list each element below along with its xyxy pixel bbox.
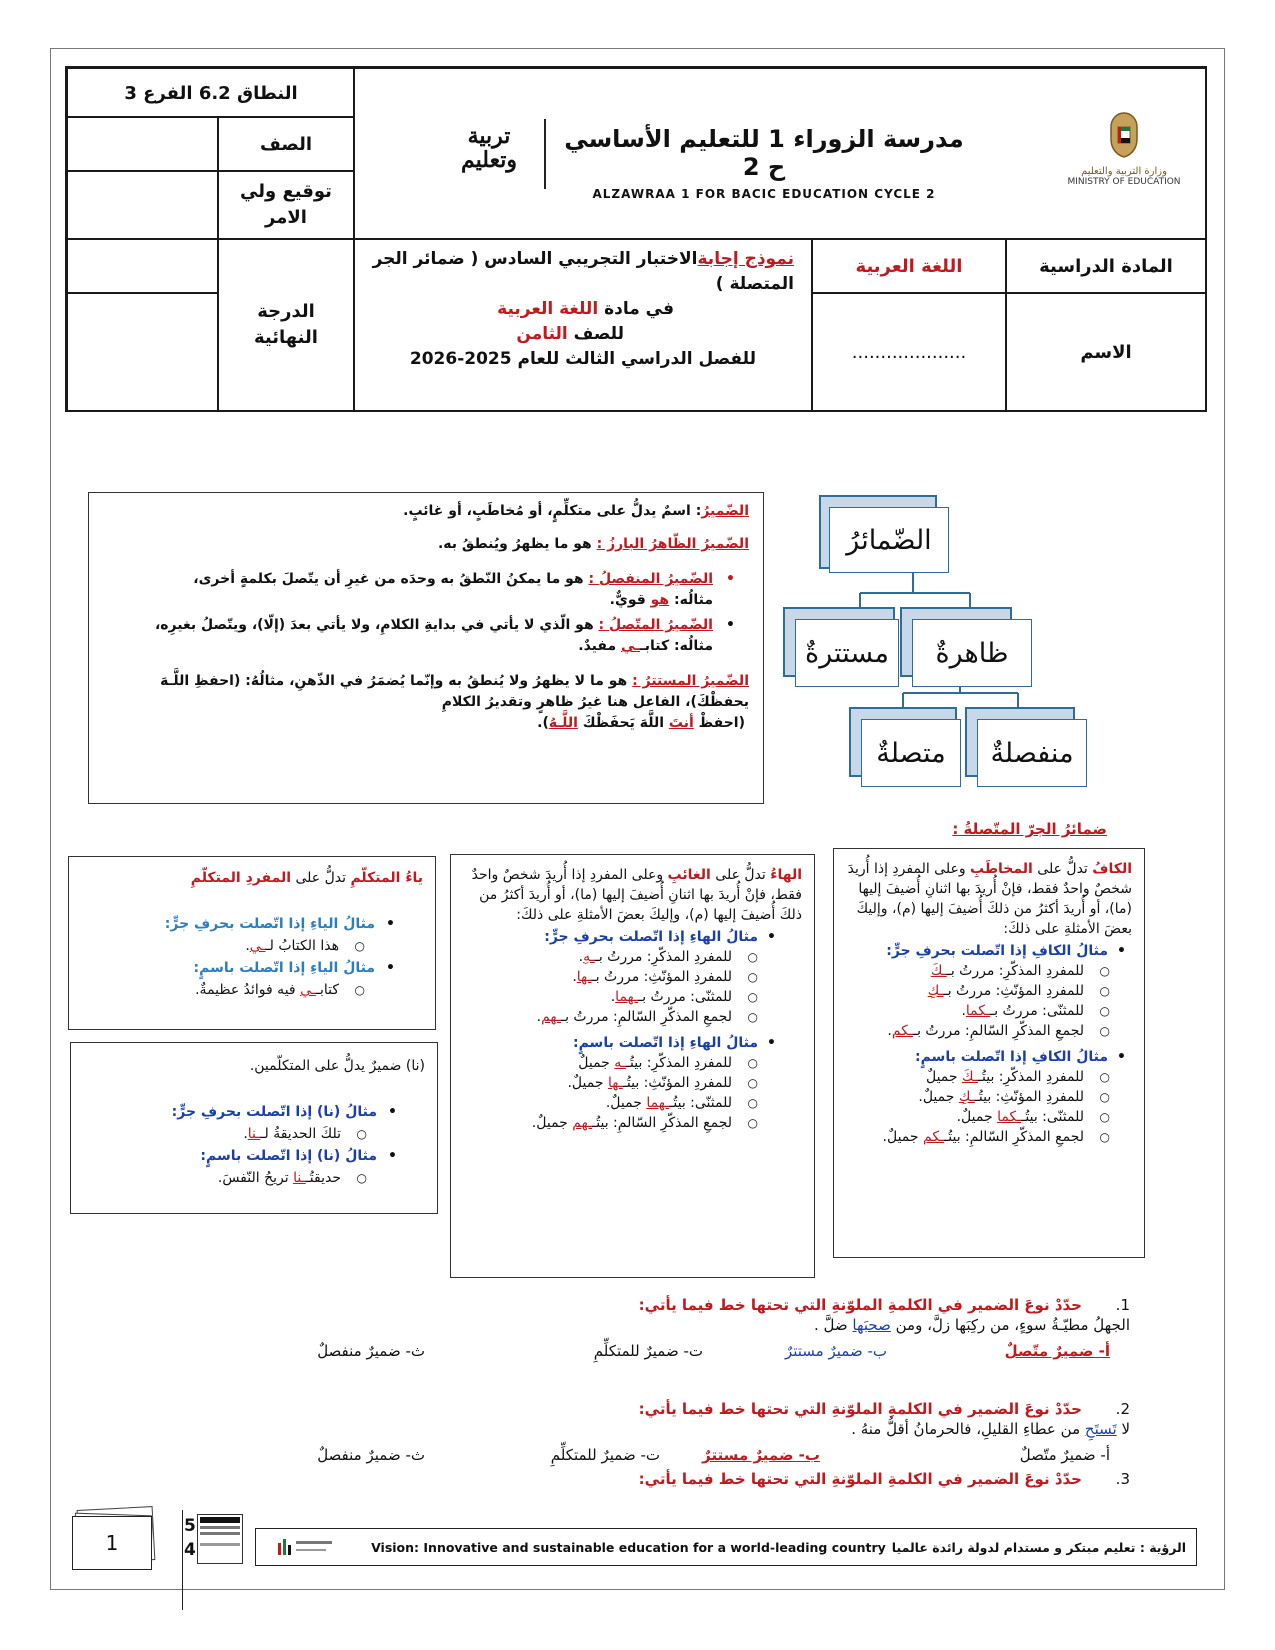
grade-line-value: الثامن bbox=[516, 324, 568, 344]
def-hidden-term: الضّميرُ المستترُ : bbox=[632, 673, 749, 689]
diagram-node-hidden-label: مستترةٌ bbox=[795, 619, 899, 687]
kaf-harf-item-label: للمفردِ المؤنّثِ: مررتُ بـ bbox=[943, 983, 1084, 999]
question-1-options bbox=[0, 1342, 1275, 1366]
vision-ar: الرؤية : تعليم مبتكر و مستدام لدولة رائدة عالميا bbox=[891, 1539, 1186, 1555]
kaf-ism-item-word: ـكَ bbox=[962, 1069, 978, 1085]
na-harf-heading-text: مثالُ (نا) إذا اتّصلت بحرفِ جرٍّ: bbox=[171, 1104, 377, 1120]
ha-intro-term: الهاءُ bbox=[770, 867, 802, 883]
ha-ism-item-rest: جميلٌ bbox=[578, 1055, 610, 1071]
page-number: 1 bbox=[72, 1516, 152, 1570]
banner-divider bbox=[544, 119, 546, 189]
na-ism-example-pre: حديقتُـ bbox=[305, 1170, 341, 1186]
kaf-intro-mid: تدلُّ على bbox=[1037, 861, 1088, 877]
subject-label: المادة الدراسية bbox=[1039, 255, 1173, 277]
ya-ism-example-word: ـي bbox=[300, 982, 316, 998]
question-1-option-d[interactable]: ث- ضميرٌ منفصلٌ bbox=[317, 1342, 425, 1360]
question-2-sentence-pre: لا bbox=[1121, 1420, 1130, 1438]
ha-ism-item: ○ للمفردِ المذكّرِ: بيتُــه جميلٌ bbox=[578, 1055, 758, 1071]
kaf-harf-item-word: ـكم bbox=[891, 1023, 913, 1039]
def-hidden-ex-end: ). bbox=[537, 715, 549, 731]
ha-harf-item-rest: . bbox=[610, 989, 616, 1005]
subject-line bbox=[372, 297, 794, 322]
class-label-cell bbox=[217, 116, 355, 172]
range-cell bbox=[67, 68, 355, 118]
question-1-sentence-pre: الجهلُ مطيّـةُ سوءٍ، من ركِبَها زلَّ، ومن bbox=[895, 1316, 1130, 1334]
def-hidden-ex-prefix: (احفظْ bbox=[698, 715, 745, 731]
ha-ism-item-word: ـهم bbox=[572, 1115, 593, 1131]
ya-ism-example: ○ كتابــي فيه فوائدُ عظيمةٌ. bbox=[195, 982, 365, 998]
diagram-node-visible bbox=[900, 607, 1012, 677]
def-pronoun-term: الضّميرُ bbox=[701, 503, 749, 519]
ha-intro-rest: وعلى المفردِ إذا أُريدَ شخصٌ واحدٌ فقط، فإنْ أُريدَ بها اثنانِ أُضيفَ إليها (ما)، أو أُريدَ أكثرُ من ذلكَ أُضيفَ إليها (م)، وإليكَ بعضَ الأمثلةِ على ذلكَ: bbox=[471, 867, 802, 923]
subject-line-value: اللغة العربية bbox=[497, 299, 599, 319]
na-ism-heading-text: مثالُ (نا) إذا اتّصلت باسمٍ: bbox=[200, 1148, 377, 1164]
def-hidden-ex-word: أنتَ bbox=[668, 715, 694, 731]
kaf-harf-item-label: للمثنّى: مررتُ بـ bbox=[990, 1003, 1084, 1019]
signature-value-cell bbox=[67, 170, 219, 240]
diagram-node-root-label: الضّمائرُ bbox=[829, 507, 949, 573]
ha-ism-item-label: لجمعِ المذكّرِ السّالمِ: بيتُـ bbox=[592, 1115, 732, 1131]
ministry-en: MINISTRY OF EDUCATION bbox=[1067, 177, 1181, 187]
ha-ism-item: ○ للمفردِ المؤنّثِ: بيتُــها جميلٌ. bbox=[567, 1075, 758, 1091]
ha-harf-item-rest: . bbox=[578, 949, 584, 965]
final-grade-label-cell bbox=[217, 238, 355, 412]
guardian-signature-label: توقيع ولي الامر bbox=[240, 181, 332, 228]
kaf-harf-item-rest: . bbox=[961, 1003, 966, 1019]
name-label: الاسم bbox=[1080, 341, 1132, 363]
def-visible-text: هو ما يظهرُ ويُنطقُ به. bbox=[437, 536, 592, 552]
kaf-ism-item-word: ـكِ bbox=[958, 1089, 975, 1105]
ha-harf-item-word: ـهم bbox=[541, 1009, 561, 1025]
ha-ism-item-rest: جميلٌ. bbox=[567, 1075, 604, 1091]
ha-ism-heading: • مثالُ الهاءِ إذا اتّصلت باسمٍ: bbox=[572, 1035, 776, 1051]
question-1-option-c[interactable]: ت- ضميرٌ للمتكلِّمِ bbox=[593, 1342, 703, 1360]
question-2-sentence bbox=[250, 1420, 1130, 1438]
footer-digit-top: 5 bbox=[184, 1516, 196, 1536]
school-banner bbox=[353, 68, 1207, 240]
na-ism-heading: • مثالُ (نا) إذا اتّصلت باسمٍ: bbox=[200, 1148, 397, 1164]
definitions-box bbox=[88, 492, 764, 804]
kaf-intro-term: الكافُ bbox=[1092, 861, 1132, 877]
ha-harf-item-rest: . bbox=[572, 969, 577, 985]
kaf-ism-item-label: لجمعِ المذكّرِ السّالمِ: بيتُـ bbox=[944, 1129, 1084, 1145]
question-2 bbox=[250, 1400, 1130, 1438]
vision-bar bbox=[255, 1528, 1197, 1566]
ha-ism-item: ○ لجمعِ المذكّرِ السّالمِ: بيتُــهم جميلٌ. bbox=[531, 1115, 758, 1131]
na-ism-example-word: ـنا bbox=[293, 1170, 306, 1186]
ha-intro-mid: تدلُّ على bbox=[715, 867, 766, 883]
kaf-ism-item-rest: جميلٌ. bbox=[882, 1129, 919, 1145]
question-1-option-a[interactable]: أ- ضميرٌ متّصلٌ bbox=[1004, 1342, 1110, 1360]
ya-harf-example-rest: . bbox=[245, 938, 250, 954]
kaf-harf-heading: • مثالُ الكافِ إذا اتّصلت بحرفِ جرٍّ: bbox=[886, 943, 1126, 959]
def-pronoun-text: : اسمٌ يدلُّ على متكلِّمٍ، أو مُخاطَبٍ، أو غائبٍ. bbox=[403, 503, 702, 519]
footer-vertical-line bbox=[182, 1510, 183, 1610]
question-1-sentence-post: ضلَّ . bbox=[814, 1316, 848, 1334]
ha-box bbox=[450, 854, 815, 1278]
ha-harf-item-word: ـهِ bbox=[583, 949, 595, 965]
question-2-prompt-text: حدّدْ نوعَ الضمير في الكلمةِ الملوّنةِ التي تحتها خط فيما يأتي: bbox=[638, 1400, 1082, 1418]
question-1-prompt bbox=[250, 1296, 1130, 1314]
ha-harf-heading-text: مثالُ الهاءِ إذا اتّصلت بحرفِ جرٍّ: bbox=[544, 929, 758, 945]
ha-harf-heading: • مثالُ الهاءِ إذا اتّصلت بحرفِ جرٍّ: bbox=[544, 929, 776, 945]
term-line: للفصل الدراسي الثالث للعام 2025-2026 bbox=[409, 349, 756, 369]
diagram-node-attached bbox=[849, 707, 957, 777]
def-attached-ex-rest: مفيدٌ. bbox=[578, 638, 617, 654]
na-ism-example: ○ حديقتُــنا تريحُ النّفسَ. bbox=[217, 1170, 367, 1186]
def-attached-text: هو الّذي لا يأتي في بدايةِ الكلامِ، ولا يأتي بعدَ (إلّا)، ويتّصلُ بغيرِه، bbox=[154, 617, 594, 633]
kaf-ism-heading: • مثالُ الكافِ إذا اتّصلت باسمٍ: bbox=[914, 1049, 1126, 1065]
ya-ism-example-rest: فيه فوائدُ عظيمةٌ. bbox=[195, 982, 296, 998]
def-attached: • الضّميرُ المتّصلُ : هو الّذي لا يأتي في بدايةِ الكلامِ، ولا يأتي بعدَ (إلّا)، ويتّصلُ بغيرِه، مثالُه: كتابــي مفيدٌ. bbox=[154, 617, 735, 654]
ya-ism-example-pre: كتابـ bbox=[315, 982, 339, 998]
diagram-node-hidden bbox=[783, 607, 895, 677]
footer-qr-block bbox=[197, 1514, 243, 1564]
ha-ism-list bbox=[463, 1053, 802, 1133]
kaf-ism-item-label: للمفردِ المذكّرِ: بيتُـ bbox=[977, 1069, 1084, 1085]
ya-ism-heading-text: مثالُ الياءِ إذا اتّصلت باسمٍ: bbox=[193, 960, 375, 976]
ha-ism-item-rest: جميلٌ. bbox=[605, 1095, 642, 1111]
question-1-number: 1. bbox=[1115, 1296, 1130, 1314]
question-2-sentence-post: من عطاءِ القليلِ، فالحرمانُ أقلُّ منهُ . bbox=[851, 1420, 1081, 1438]
ministry-ar: وزارة التربية والتعليم bbox=[1081, 166, 1167, 177]
ministry-logo bbox=[1054, 109, 1194, 187]
na-ism-example-rest: تريحُ النّفسَ. bbox=[217, 1170, 289, 1186]
kaf-ism-item: ○ لجمعِ المذكّرِ السّالمِ: بيتُــكم جميلٌ. bbox=[882, 1129, 1110, 1145]
ya-harf-example: ○ هذا الكتابُ لــي. bbox=[245, 938, 365, 954]
ha-harf-item: ○ لجمعِ المذكّرِ السّالمِ: مررتُ بــهم. bbox=[536, 1009, 758, 1025]
ha-harf-item: ○ للمفردِ المؤنّثِ: مررتُ بــها. bbox=[572, 969, 758, 985]
def-attached-ex-word: ـي bbox=[621, 638, 640, 654]
ha-ism-item: ○ للمثنّى: بيتُــهما جميلٌ. bbox=[605, 1095, 758, 1111]
kaf-harf-item: ○ لجمعِ المذكّرِ السّالمِ: مررتُ بــكم. bbox=[887, 1023, 1110, 1039]
def-detached-ex-word: هو bbox=[650, 592, 670, 608]
exam-title bbox=[372, 247, 794, 297]
ha-harf-item-word: ـها bbox=[576, 969, 592, 985]
kaf-harf-item-word: ـكِ bbox=[927, 983, 944, 999]
subject-value-cell bbox=[811, 238, 1007, 294]
kaf-ism-item-word: ـكما bbox=[997, 1109, 1022, 1125]
ha-ism-item-word: ـهما bbox=[646, 1095, 670, 1111]
kaf-harf-item-rest: . bbox=[887, 1023, 892, 1039]
def-hidden bbox=[103, 671, 749, 734]
kaf-harf-item: ○ للمفردِ المؤنّثِ: مررتُ بــكِ bbox=[927, 983, 1110, 999]
ya-harf-heading: • مثالُ الياءِ إذا اتّصلت بحرفِ جرٍّ: bbox=[164, 916, 395, 932]
na-harf-example-pre: تلكَ الحديقةُ لـ bbox=[260, 1126, 341, 1142]
ha-ism-heading-text: مثالُ الهاءِ إذا اتّصلت باسمٍ: bbox=[572, 1035, 758, 1051]
question-2-option-b[interactable]: ب- ضميرٌ مستترٌ bbox=[702, 1446, 820, 1464]
na-harf-example: ○ تلكَ الحديقةُ لــنا. bbox=[243, 1126, 367, 1142]
kaf-ism-item-word: ـكم bbox=[923, 1129, 945, 1145]
kaf-harf-item-word: ـكَ bbox=[930, 963, 947, 979]
ha-harf-item-label: لجمعِ المذكّرِ السّالمِ: مررتُ بـ bbox=[560, 1009, 732, 1025]
question-3-prompt-text: حدّدْ نوعَ الضمير في الكلمةِ الملوّنةِ التي تحتها خط فيما يأتي: bbox=[638, 1470, 1082, 1488]
question-1-prompt-text: حدّدْ نوعَ الضمير في الكلمةِ الملوّنةِ التي تحتها خط فيما يأتي: bbox=[638, 1296, 1082, 1314]
kaf-ism-item: ○ للمفردِ المذكّرِ: بيتُــكَ جميلٌ bbox=[925, 1069, 1110, 1085]
question-2-options bbox=[0, 1446, 1275, 1470]
question-2-prompt bbox=[250, 1400, 1130, 1418]
diagram-node-detached bbox=[965, 707, 1075, 777]
school-name-en: ALZAWRAA 1 FOR BACIC EDUCATION CYCLE 2 bbox=[592, 187, 936, 201]
def-visible bbox=[103, 534, 749, 555]
ha-ism-item-rest: جميلٌ. bbox=[531, 1115, 568, 1131]
exam-title-answer-key: نموذج إجابة bbox=[697, 249, 794, 269]
ha-harf-item-label: للمفردِ المؤنّثِ: مررتُ بـ bbox=[591, 969, 732, 985]
name-value-cell bbox=[811, 292, 1007, 412]
question-2-sentence-word: تَستَحِ bbox=[1084, 1420, 1117, 1438]
subject-label-cell bbox=[1005, 238, 1207, 294]
ya-intro-term2: المفردِ المتكلّمِ bbox=[190, 870, 292, 886]
kaf-ism-item: ○ للمفردِ المؤنّثِ: بيتُــكِ جميلٌ. bbox=[918, 1089, 1110, 1105]
question-2-option-c[interactable]: ت- ضميرٌ للمتكلِّمِ bbox=[550, 1446, 660, 1464]
kaf-ism-item-label: للمثنّى: بيتُـ bbox=[1021, 1109, 1084, 1125]
na-harf-heading: • مثالُ (نا) إذا اتّصلت بحرفِ جرٍّ: bbox=[171, 1104, 397, 1120]
diagram-node-visible-label: ظاهرةٌ bbox=[912, 619, 1032, 687]
final-grade-label: الدرجة النهائية bbox=[254, 301, 318, 348]
ya-harf-example-word: ـي bbox=[249, 938, 266, 954]
kaf-ism-item-label: للمفردِ المؤنّثِ: بيتُـ bbox=[974, 1089, 1084, 1105]
kaf-harf-item: ○ للمفردِ المذكّرِ: مررتُ بــكَ bbox=[930, 963, 1110, 979]
ya-harf-example-pre: هذا الكتابُ لـ bbox=[265, 938, 339, 954]
ha-ism-item-label: للمفردِ المذكّرِ: بيتُـ bbox=[625, 1055, 732, 1071]
section-title: ضمائرُ الجرّ المتّصلةُ : bbox=[952, 820, 1107, 838]
class-label: الصف bbox=[259, 133, 313, 155]
question-1-sentence bbox=[250, 1316, 1130, 1334]
na-harf-example-rest: . bbox=[243, 1126, 248, 1142]
ha-harf-item-label: للمثنّى: مررتُ بـ bbox=[638, 989, 732, 1005]
ha-ism-item-label: للمثنّى: بيتُـ bbox=[669, 1095, 732, 1111]
grade-line bbox=[372, 322, 794, 347]
question-1-option-b[interactable]: ب- ضميرٌ مستترٌ bbox=[784, 1342, 887, 1360]
def-detached: • الضّميرُ المنفصلُ : هو ما يمكنُ النّطقُ به وحدَه من غيرِ أن يتّصلَ بكلمةٍ أخرى، مثالُه: هو قويٌّ. bbox=[193, 571, 735, 608]
ya-intro-term: ياءُ المتكلّمِ bbox=[350, 870, 423, 886]
def-attached-term: الضّميرُ المتّصلُ : bbox=[598, 617, 713, 633]
ha-harf-list bbox=[463, 947, 802, 1027]
emblem-icon bbox=[1099, 109, 1149, 161]
question-1-sentence-word: صحبَها bbox=[852, 1316, 891, 1334]
ha-harf-item: ○ للمثنّى: مررتُ بــهما. bbox=[610, 989, 758, 1005]
kaf-ism-item-rest: جميلٌ. bbox=[956, 1109, 993, 1125]
kaf-harf-heading-text: مثالُ الكافِ إذا اتّصلت بحرفِ جرٍّ: bbox=[886, 943, 1108, 959]
na-box bbox=[70, 1042, 438, 1214]
page-number-box bbox=[72, 1512, 154, 1570]
question-3 bbox=[250, 1470, 1130, 1488]
edu-logo bbox=[444, 124, 534, 172]
ha-harf-item: ○ للمفردِ المذكّرِ: مررتُ بــهِ. bbox=[578, 949, 758, 965]
ha-intro-term2: الغائبِ bbox=[667, 867, 711, 883]
def-hidden-ex-word2: اللَّـهُ bbox=[548, 715, 578, 731]
kaf-intro-rest: وعلى المفردِ إذا أُريدَ شخصٌ واحدٌ فقط، فإنْ أُريدَ بها اثنانِ أُضيفَ إليها (ما)، أو أُريدَ أكثرُ من ذلكَ أُضيفَ إليها (م)، وإليكَ بعضَ الأمثلةِ على ذلكَ: bbox=[847, 861, 1132, 937]
ha-harf-item-word: ـهما bbox=[615, 989, 639, 1005]
def-detached-ex-rest: قويٌّ. bbox=[609, 592, 646, 608]
ha-ism-item-label: للمفردِ المؤنّثِ: بيتُـ bbox=[622, 1075, 732, 1091]
edu-logo-text: تربية وتعليم bbox=[461, 123, 517, 173]
ha-intro bbox=[463, 865, 802, 925]
subject-value: اللغة العربية bbox=[855, 255, 963, 277]
kaf-intro-term2: المخاطَبِ bbox=[970, 861, 1033, 877]
diagram-node-detached-label: منفصلةٌ bbox=[977, 719, 1087, 787]
range-label: النطاق 6.2 الفرع 3 bbox=[124, 82, 298, 104]
def-detached-ex-prefix: مثالُه: bbox=[674, 592, 713, 608]
def-visible-term: الضّميرُ الظّاهرُ البارزُ : bbox=[596, 536, 749, 552]
question-1 bbox=[250, 1296, 1130, 1334]
kaf-harf-item-label: لجمعِ المذكّرِ السّالمِ: مررتُ بـ bbox=[912, 1023, 1084, 1039]
def-detached-text: هو ما يمكنُ النّطقُ به وحدَه من غيرِ أن يتّصلَ بكلمةٍ أخرى، bbox=[193, 571, 584, 587]
grade-line-prefix: للصف bbox=[573, 324, 624, 344]
exam-title-cell bbox=[353, 238, 813, 412]
kaf-harf-list bbox=[846, 961, 1132, 1041]
na-harf-example-word: ـنا bbox=[247, 1126, 261, 1142]
ya-intro bbox=[81, 867, 423, 889]
vision-en: Vision: Innovative and sustainable education for a world-leading country bbox=[371, 1539, 886, 1555]
class-value-cell bbox=[67, 116, 219, 172]
kaf-ism-item-rest: جميلٌ bbox=[925, 1069, 958, 1085]
question-2-number: 2. bbox=[1115, 1400, 1130, 1418]
ha-harf-item-rest: . bbox=[536, 1009, 542, 1025]
ya-ism-heading: • مثالُ الياءِ إذا اتّصلت باسمٍ: bbox=[193, 960, 395, 976]
kaf-harf-item-word: ـكما bbox=[965, 1003, 991, 1019]
question-2-option-a[interactable]: أ- ضميرٌ متّصلٌ bbox=[1019, 1446, 1110, 1464]
subject-line-prefix: في مادة bbox=[604, 299, 674, 319]
def-detached-term: الضّميرُ المنفصلُ : bbox=[588, 571, 713, 587]
name-label-cell bbox=[1005, 292, 1207, 412]
question-3-prompt bbox=[250, 1470, 1130, 1488]
final-grade-value-bottom bbox=[67, 292, 219, 412]
ya-intro-mid: تدلُّ على bbox=[295, 870, 346, 886]
kaf-box bbox=[833, 848, 1145, 1258]
def-hidden-ex-mid: اللَّهَ يَحفَظْكَ bbox=[582, 715, 664, 731]
footer-side-digits bbox=[184, 1514, 196, 1562]
def-attached-ex-prefix: مثالُه: كتابـ bbox=[639, 638, 713, 654]
signature-label-cell bbox=[217, 170, 355, 240]
ha-harf-item-label: للمفردِ المذكّرِ: مررتُ بـ bbox=[594, 949, 732, 965]
school-name-ar: مدرسة الزوراء 1 للتعليم الأساسي ح 2 bbox=[564, 125, 964, 181]
kaf-ism-list bbox=[846, 1067, 1132, 1147]
name-value: .................... bbox=[851, 341, 967, 363]
kaf-ism-item: ○ للمثنّى: بيتُــكما جميلٌ. bbox=[956, 1109, 1110, 1125]
def-hidden-text: هو ما لا يظهرُ ولا يُنطقُ به وإنّما يُضمَرُ في الذّهنِ، مثالُهُ: (احفظِ اللَّـهَ يحفظْكَ)، الفاعل هنا غيرُ ظاهرٍ وتقديرُ الكلامِ bbox=[160, 673, 749, 710]
footer-digit-bottom: 4 bbox=[184, 1540, 196, 1560]
ha-ism-item-word: ـه bbox=[614, 1055, 626, 1071]
ya-harf-heading-text: مثالُ الياءِ إذا اتّصلت بحرفِ جرٍّ: bbox=[164, 916, 375, 932]
diagram-node-attached-label: متصلةٌ bbox=[861, 719, 961, 787]
kaf-ism-heading-text: مثالُ الكافِ إذا اتّصلت باسمٍ: bbox=[914, 1049, 1108, 1065]
footer-logo-icon bbox=[276, 1535, 336, 1559]
header-table bbox=[65, 66, 1207, 412]
exam-title-rest: الاختبار التجريبي السادس ( ضمائر الجر المتصلة ) bbox=[372, 249, 794, 294]
na-intro: (نا) ضميرٌ يدلُّ على المتكلّمين. bbox=[249, 1058, 425, 1074]
ha-ism-item-word: ـها bbox=[607, 1075, 623, 1091]
question-3-number: 3. bbox=[1115, 1470, 1130, 1488]
kaf-ism-item-rest: جميلٌ. bbox=[918, 1089, 955, 1105]
def-pronoun bbox=[103, 501, 749, 522]
question-2-option-d[interactable]: ث- ضميرٌ منفصلٌ bbox=[317, 1446, 425, 1464]
ya-box bbox=[68, 856, 436, 1030]
final-grade-value-top bbox=[67, 238, 219, 294]
pronouns-diagram bbox=[785, 495, 1145, 795]
kaf-intro bbox=[846, 859, 1132, 939]
kaf-harf-item: ○ للمثنّى: مررتُ بــكما. bbox=[961, 1003, 1110, 1019]
kaf-harf-item-label: للمفردِ المذكّرِ: مررتُ بـ bbox=[946, 963, 1084, 979]
diagram-node-root bbox=[819, 495, 937, 569]
